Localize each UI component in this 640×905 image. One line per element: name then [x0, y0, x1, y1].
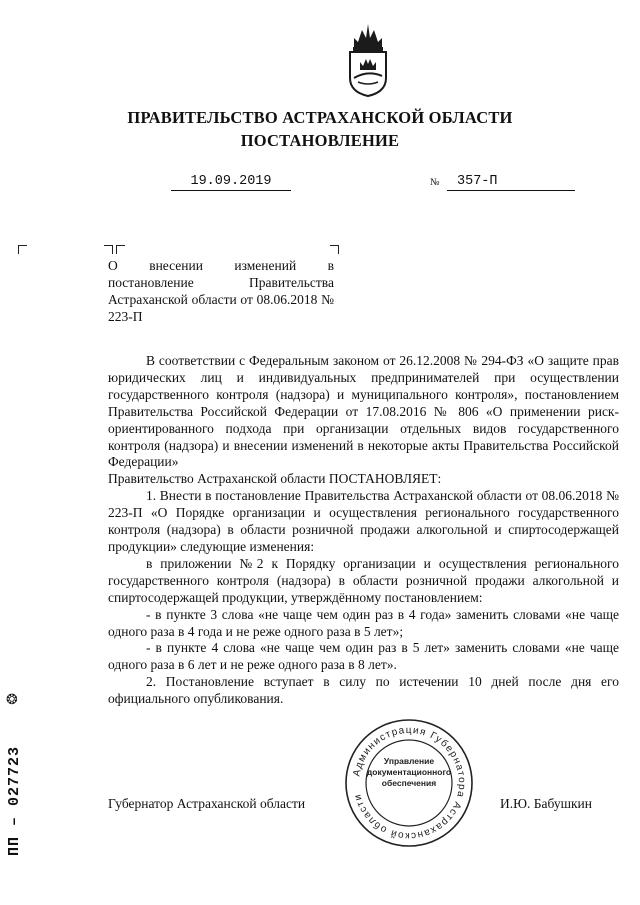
document-date: 19.09.2019	[171, 174, 291, 191]
document-body	[108, 353, 619, 708]
stamp-center-text: Управление документационного обеспечения	[366, 756, 452, 788]
resolves-line: Правительство Астраханской области ПОСТАНОВЛЯЕТ:	[108, 471, 442, 487]
preamble-paragraph: В соответствии с Федеральным законом от 26.12.2008 № 294-ФЗ «О защите прав юридических лиц и индивидуальных предпринимателей при осуществлении государственного контроля (надзора) и муниципального контроля», постановлением Правительства Российской Федерации от 17.08.2016 № 806 «О применении риск-ориентированного подхода при организации отдельных видов государственного контроля (надзора) и внесении изменений в некоторые акты Правительства Российской Федерации»	[108, 353, 619, 470]
coat-of-arms-emblem	[344, 20, 392, 98]
document-number: 357-П	[447, 174, 575, 191]
bullet-1-paragraph: - в пункте 3 слова «не чаще чем один раз в 4 года» заменить словами «не чаще одного раза в 4 года и не реже одного раза в 5 лет»;	[108, 606, 619, 639]
signatory-position: Губернатор Астраханской области	[108, 796, 306, 811]
corner-mark-title-right	[330, 245, 339, 254]
stamp-ring-text: Администрация Губернатора Астраханской области	[351, 724, 468, 842]
corner-mark-left	[18, 245, 27, 254]
document-type: ПОСТАНОВЛЕНИЕ	[240, 131, 400, 150]
number-sign: №	[430, 177, 440, 188]
corner-mark-title-left-b	[116, 245, 125, 254]
side-registration-code: ПП – 027723	[6, 745, 23, 856]
side-seal-mark-icon: ❂	[6, 693, 18, 708]
item-2-paragraph: 2. Постановление вступает в силу по истечении 10 дней после дня его официального опубликования.	[108, 674, 619, 707]
signatory-name: И.Ю. Бабушкин	[500, 796, 593, 811]
document-title: О внесении изменений в постановление Правительства Астраханской области от 08.06.2018 № 223-П	[108, 258, 334, 324]
bullet-2-paragraph: - в пункте 4 слова «не чаще чем один раз в 5 лет» заменить словами «не чаще одного раза в 6 лет и не реже одного раза в 8 лет».	[108, 640, 619, 673]
government-name: ПРАВИТЕЛЬСТВО АСТРАХАНСКОЙ ОБЛАСТИ	[127, 108, 513, 127]
corner-mark-title-left-a	[104, 245, 113, 254]
item-1-paragraph: 1. Внести в постановление Правительства Астраханской области от 08.06.2018 № 223-П «О Порядке организации и осуществления регионального государственного контроля (надзора) в области розничной продажи алкогольной и спиртосодержащей продукции» следующие изменения:	[108, 488, 619, 554]
item-1-sub-paragraph: в приложении №2 к Порядку организации и осуществления регионального государственного контроля (надзора) в области розничной продажи алкогольной и спиртосодержащей продукции, утверждённому постановлением:	[108, 555, 619, 605]
